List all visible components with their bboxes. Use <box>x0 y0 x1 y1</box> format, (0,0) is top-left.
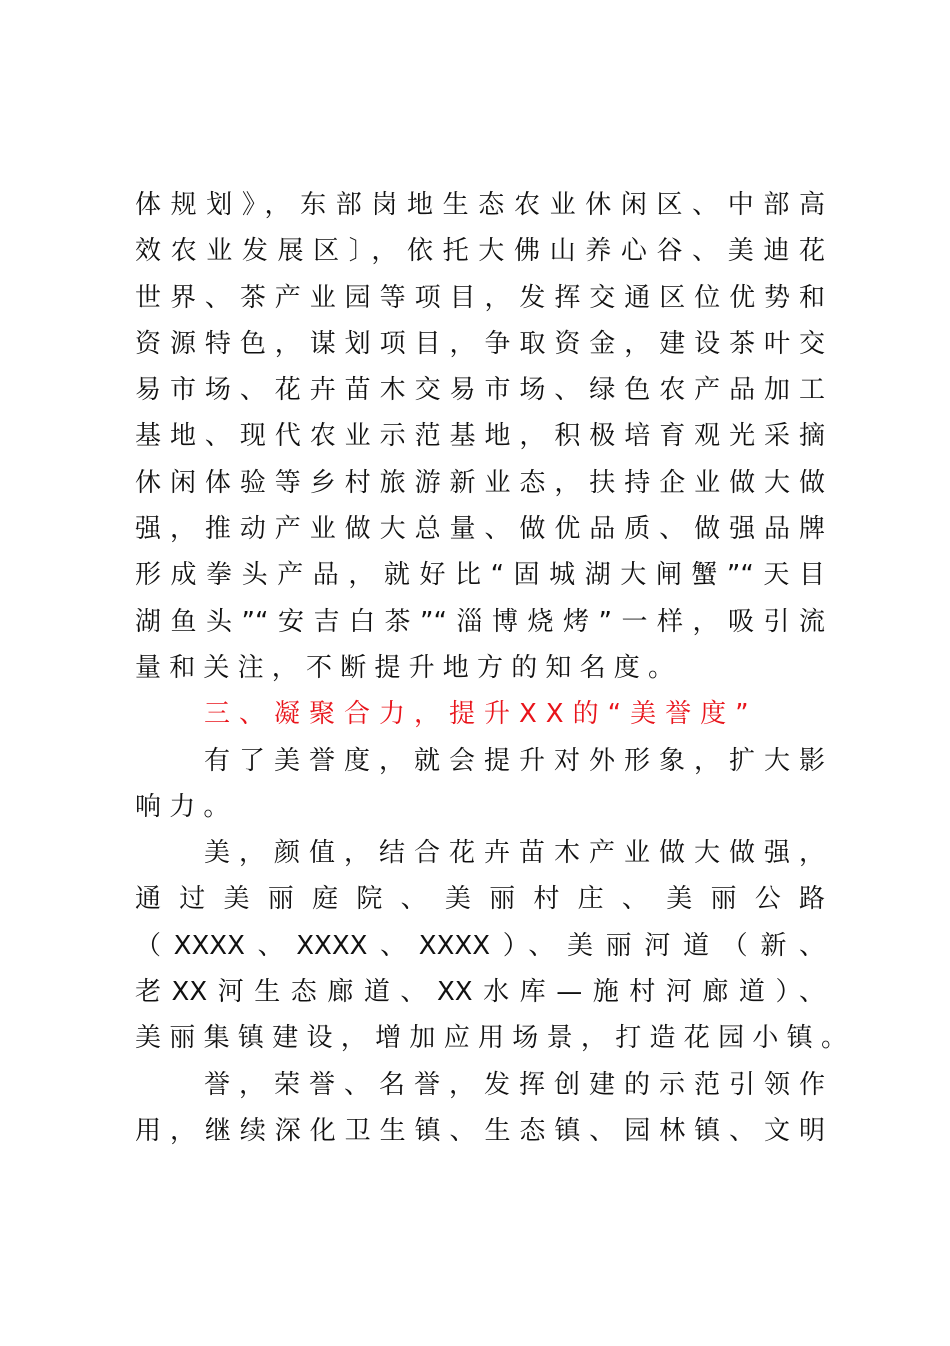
body-line: 量和关注，不断提升地方的知名度。 <box>135 652 683 683</box>
body-line: 资源特色，谋划项目，争取资金，建设茶叶交 <box>135 328 825 359</box>
body-line: 基地、现代农业示范基地，积极培育观光采摘 <box>135 421 825 452</box>
body-line: 响力。 <box>135 791 238 822</box>
body-line: 休闲体验等乡村旅游新业态，扶持企业做大做 <box>135 467 825 498</box>
body-line: 用，继续深化卫生镇、生态镇、园林镇、文明 <box>135 1115 825 1146</box>
body-line: 效农业发展区〕，依托大佛山养心谷、美迪花 <box>135 236 825 267</box>
body-line: （XXXX、XXXX、XXXX）、美丽河道（新、 <box>135 930 825 961</box>
paragraph-first-line: 誉，荣誉、名誉，发挥创建的示范引领作 <box>204 1069 825 1100</box>
body-line: 形成拳头产品，就好比“固城湖大闸蟹”“天目 <box>135 560 825 591</box>
body-line: 湖鱼头”“安吉白茶”“淄博烧烤”一样，吸引流 <box>135 606 825 637</box>
body-line: 强，推动产业做大总量、做优品质、做强品牌 <box>135 514 825 545</box>
body-line: 体规划》，东部岗地生态农业休闲区、中部高 <box>135 190 825 220</box>
document-body <box>135 182 847 1154</box>
body-line: 老XX河生态廊道、XX水库—施村河廊道）、 <box>135 977 825 1008</box>
body-line: 美丽集镇建设，增加应用场景，打造花园小镇。 <box>135 1023 847 1054</box>
paragraph-first-line: 有了美誉度，就会提升对外形象，扩大影 <box>204 745 825 776</box>
paragraph-first-line: 美，颜值，结合花卉苗木产业做大做强， <box>204 838 825 869</box>
body-line: 通过美丽庭院、美丽村庄、美丽公路 <box>135 884 825 915</box>
body-line: 世界、茶产业园等项目，发挥交通区位优势和 <box>135 282 825 313</box>
section-heading: 三、凝聚合力，提升XX的“美誉度” <box>204 699 758 730</box>
body-line: 易市场、花卉苗木交易市场、绿色农产品加工 <box>135 375 825 406</box>
